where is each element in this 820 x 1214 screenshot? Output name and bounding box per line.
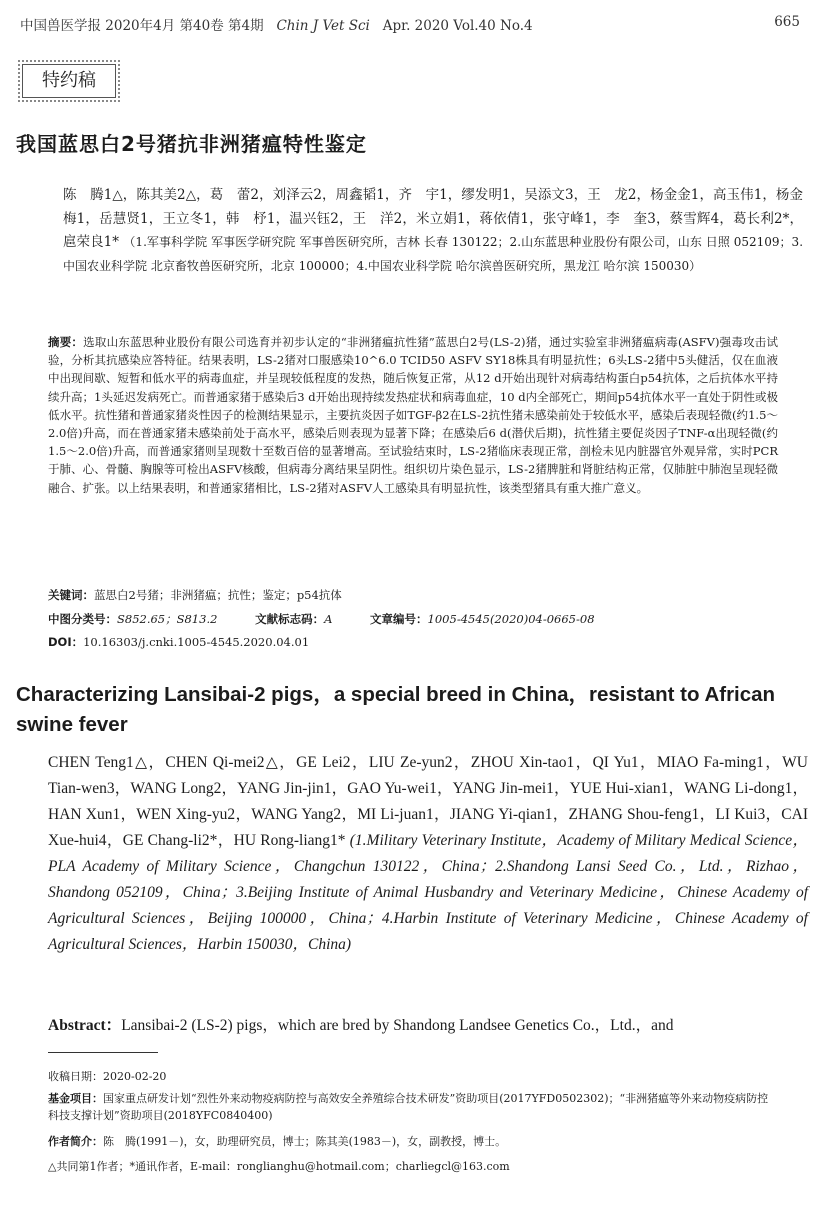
doi-label: DOI：: [48, 635, 84, 649]
author-bio-text: 陈 腾(1991－)，女，助理研究员，博士；陈其美(1983－)，女，副教授，博士。: [103, 1135, 507, 1148]
received-date-text: 收稿日期：2020-02-20: [48, 1070, 167, 1083]
header-issue-en: Apr. 2020 Vol.40 No.4: [382, 18, 533, 34]
article-no-label: 文章编号：: [370, 612, 428, 626]
authors-cn: 陈 腾1△，陈其美2△，葛 蕾2，刘泽云2，周鑫韬1，齐 宇1，缪发明1，吴添文3，王 龙2，杨金金1，高玉伟1，杨金梅1，岳慧贤1，王立冬1，韩 杼1，温兴钰2，王 洋2，米立娟1，蒋依倩1，张守峰1，李 奎3，蔡雪辉4，葛长利2*，扈荣良1*: [63, 187, 803, 250]
abstract-cn: [48, 333, 778, 497]
authors-en-block: [48, 750, 808, 958]
doc-code-value: A: [324, 612, 333, 626]
keywords-label: 关键词：: [48, 588, 94, 602]
footnote-divider: [48, 1052, 158, 1053]
authors-cn-block: [63, 184, 803, 278]
author-bio: [48, 1133, 778, 1150]
corresponding-text: △共同第1作者；*通讯作者，E-mail：ronglianghu@hotmail.com；charliegcl@163.com: [48, 1160, 510, 1173]
abstract-cn-label: 摘要：: [48, 335, 84, 349]
header-journal-en: Chin J Vet Sci: [276, 18, 370, 34]
authors-en: CHEN Teng1△，CHEN Qi-mei2△，GE Lei2，LIU Ze-yun2，ZHOU Xin-tao1，QI Yu1，MIAO Fa-ming1，WU Tian-wen3，WANG Long2，YANG Jin-jin1，GAO Yu-wei1，YANG Jin-mei1，YUE Hui-xian1，WANG Li-dong1，HAN Xun1，WEN Xing-yu2，WANG Yang2，MI Li-juan1，JIANG Yi-qian1，ZHANG Shou-feng1，LI Kui3，CAI Xue-hui4，GE Chang-li2*，HU Rong-liang1*: [48, 754, 808, 849]
page-number: 665: [774, 14, 800, 30]
title-en: Characterizing Lansibai-2 pigs，a special breed in China，resistant to African swine fever: [16, 683, 776, 736]
doi-line: [48, 634, 309, 650]
funding-text: 国家重点研发计划“烈性外来动物疫病防控与高效安全养殖综合技术研发”资助项目(2017YFD0502302)；“非洲猪瘟等外来动物疫病防控科技支撑计划”资助项目(2018YFC0840400): [48, 1092, 769, 1122]
corresponding-note: [48, 1158, 778, 1175]
affiliations-cn: （1.军事科学院 军事医学研究院 军事兽医研究所，吉林 长春 130122；2.山东蓝思种业股份有限公司，山东 日照 052109；3.中国农业科学院 北京畜牧兽医研究所，北京 100000；4.中国农业科学院 哈尔滨兽医研究所，黑龙江 哈尔滨 150030）: [63, 235, 804, 273]
funding-note: [48, 1090, 778, 1124]
header-journal-cn: 中国兽医学报 2020年4月 第40卷 第4期: [20, 18, 264, 34]
abstract-cn-text: 选取山东蓝思种业股份有限公司选育并初步认定的“非洲猪瘟抗性猪”蓝思白2号(LS-2)猪，通过实验室非洲猪瘟病毒(ASFV)强毒攻击试验，分析其抗感染应答特征。结果表明，LS-2猪对口服感染10^6.0 TCID50 ASFV SY18株具有明显抗性；6头LS-2猪中5头健活，仅在血液中出现间歇、短暂和低水平的病毒血症，并呈现较低程度的发热，随后恢复正常，从12 d开始出现针对病毒结构蛋白p54抗体，之后抗体水平持续升高；1头延迟发病死亡。而普通家猪于感染后3 d开始出现持续发热症状和病毒血症，10 d内全部死亡，期间p54抗体水平一直处于阴性或极低水平。抗性猪和普通家猪炎性因子的检测结果显示，主要抗炎因子如TGF-β2在LS-2抗性猪未感染前处于较低水平，感染后表现轻微(约1.5～2.0倍)升高，而在普通家猪未感染前处于高水平，感染后则表现为显著下降；在感染后6 d(潜伏后期)，抗性猪主要促炎因子TNF-α出现轻微(约1.5～2.0倍)升高，而普通家猪则呈现数十至数百倍的显著增高。至试验结束时，LS-2猪临床表现正常，剖检未见内脏器官外观异常，实时PCR于肺、心、骨髓、胸腺等可检出ASFV核酸，但病毒分离结果呈阴性。组织切片染色显示，LS-2猪脾脏和肾脏结构正常，仅肺脏中肺泡呈现轻微融合、扩张。以上结果表明，和普通家猪相比，LS-2猪对ASFV人工感染具有明显抗性，该类型猪具有重大推广意义。: [48, 335, 778, 495]
doi-value[interactable]: 10.16303/j.cnki.1005-4545.2020.04.01: [83, 635, 310, 649]
running-header: [20, 14, 800, 36]
keywords-cn: [48, 587, 778, 603]
abstract-en-label: Abstract：: [48, 1017, 122, 1034]
abstract-en-text: Lansibai-2 (LS-2) pigs，which are bred by Shandong Landsee Genetics Co.，Ltd.，and: [121, 1017, 674, 1034]
affiliations-en: (1.Military Veterinary Institute，Academy of Military Medical Science，PLA Academy of Military Science，Changchun 130122，China；2.Shandong Lansi Seed Co.，Ltd.，Rizhao，Shandong 052109，China；3.Beijing Institute of Animal Husbandry and Veterinary Medicine，Chinese Academy of Agricultural Sciences，Beijing 100000，China；4.Harbin Institute of Veterinary Medicine，Chinese Academy of Agricultural Sciences，Harbin 150030，China): [48, 832, 809, 953]
article-type-tag: 特约稿: [22, 64, 116, 98]
funding-label: 基金项目：: [48, 1092, 103, 1105]
title-cn: 我国蓝思白2号猪抗非洲猪瘟特性鉴定: [16, 132, 367, 156]
clc-label: 中图分类号：: [48, 612, 117, 626]
author-bio-label: 作者简介：: [48, 1135, 103, 1148]
classification-line: [48, 611, 778, 627]
received-date: [48, 1068, 778, 1085]
keywords-text: 蓝思白2号猪；非洲猪瘟；抗性；鉴定；p54抗体: [94, 588, 342, 602]
clc-value: S852.65；S813.2: [117, 612, 218, 626]
abstract-en: [48, 1013, 778, 1035]
article-no-value: 1005-4545(2020)04-0665-08: [427, 612, 595, 626]
doc-code-label: 文献标志码：: [255, 612, 325, 626]
